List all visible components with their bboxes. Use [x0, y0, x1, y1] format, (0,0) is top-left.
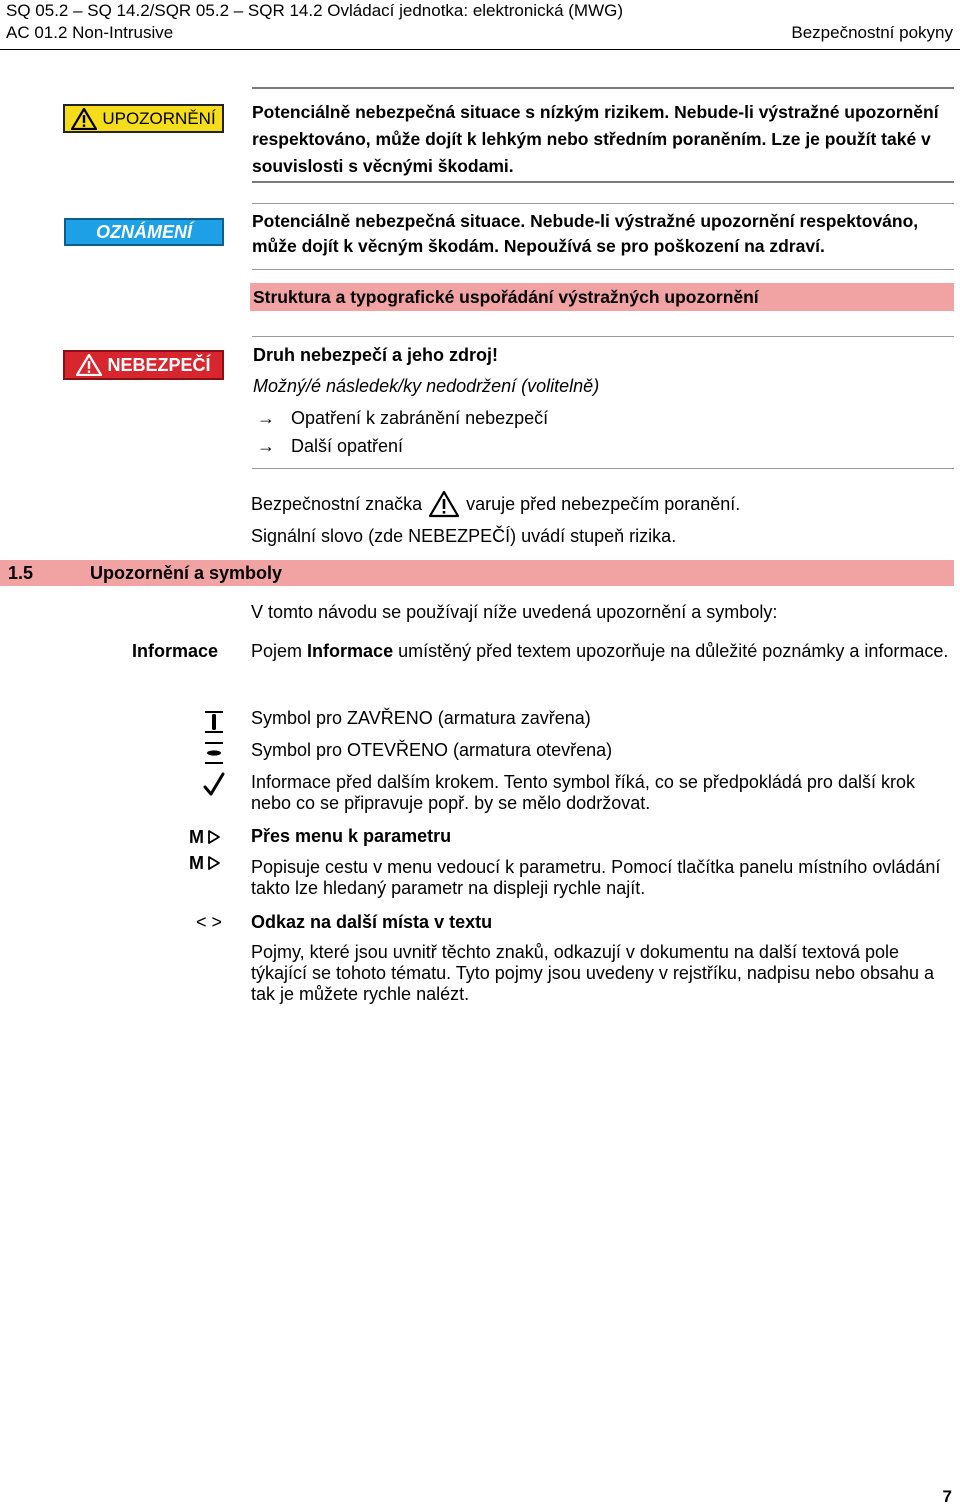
check-text: Informace před dalším krokem. Tento symbol říká, co se předpokládá pro další krok nebo co se připravuje popř. by se mělo dodržovat. [251, 772, 915, 813]
info-text-before: Pojem [251, 641, 303, 661]
page-number: 7 [942, 1487, 952, 1506]
menu-text: Popisuje cestu v menu vedoucí k parametru. Pomocí tlačítka panelu místního ovládání takto lze hledaný parametr na displeji rychle najít. [251, 857, 941, 898]
structure-heading: Struktura a typografické uspořádání výstražných upozornění [253, 287, 759, 307]
warning-badge-label: UPOZORNĚNÍ [102, 108, 216, 128]
valve-closed-icon [203, 710, 225, 734]
header-subtitle: AC 01.2 Non-Intrusive [6, 23, 174, 42]
divider [252, 203, 954, 204]
danger-badge [63, 350, 224, 380]
measure-item [257, 434, 403, 458]
reference-text: Pojmy, které jsou uvnitř těchto znaků, odkazují v dokumentu na další textová pole týkající se tohoto tématu. Tyto pojmy jsou uvedeny v rejstříku, nadpisu nebo obsahu a tak je můžete rychle nalézt. [251, 942, 935, 1004]
danger-triangle-icon [76, 354, 102, 376]
warning-text: Potenciálně nebezpečná situace s nízkým rizikem. Nebude-li výstražné upozornění respektováno, může dojít k lehkým nebo středním poraněním. Lze je použít také v souvislosti s věcnými škodami. [252, 102, 939, 176]
section-number: 1.5 [8, 563, 34, 583]
measure-label: Opatření k zabránění nebezpečí [291, 408, 549, 428]
symbol-line-before: Bezpečnostní značka [251, 494, 423, 514]
divider [252, 87, 954, 89]
open-text: Symbol pro OTEVŘENO (armatura otevřena) [251, 740, 613, 760]
warning-badge [63, 104, 224, 133]
header-section: Bezpečnostní pokyny [791, 23, 953, 42]
symbol-line-after: varuje před nebezpečím poranění. [466, 494, 741, 514]
menu-icon [189, 826, 221, 848]
menu-heading: Přes menu k parametru [251, 826, 452, 846]
warning-triangle-icon [428, 490, 460, 518]
valve-open-icon [203, 741, 225, 765]
info-label: Informace [132, 641, 219, 661]
menu-letter: M [189, 827, 204, 847]
reference-heading: Odkaz na další místa v textu [251, 912, 493, 932]
notice-badge-label: OZNÁMENÍ [96, 221, 192, 242]
divider [252, 468, 954, 469]
symbol-line [251, 490, 740, 518]
notice-text: Potenciálně nebezpečná situace. Nebude-li výstražné upozornění respektováno, může dojít k věcným škodám. Nepoužívá se pro poškození na zdraví. [252, 211, 919, 256]
warning-triangle-icon [71, 108, 97, 130]
measure-item [257, 406, 548, 430]
measure-label: Další opatření [291, 436, 404, 456]
divider [252, 336, 954, 337]
signal-line: Signální slovo (zde NEBEZPEČÍ) uvádí stupeň rizika. [251, 526, 677, 546]
consequence-line: Možný/é následek/ky nedodržení (volitelně) [253, 376, 600, 396]
menu-letter: M [189, 853, 204, 873]
divider [252, 181, 954, 183]
arrow-icon: → [257, 408, 275, 428]
arrow-icon: → [257, 436, 275, 456]
divider [252, 269, 954, 270]
hazard-line: Druh nebezpečí a jeho zdroj! [253, 345, 499, 365]
info-text [251, 638, 954, 665]
checkmark-icon [203, 772, 225, 798]
section-intro: V tomto návodu se používají níže uvedená upozornění a symboly: [251, 602, 778, 622]
header-rule [0, 49, 960, 50]
closed-text: Symbol pro ZAVŘENO (armatura zavřena) [251, 708, 591, 728]
header-title: SQ 05.2 – SQ 14.2/SQR 05.2 – SQR 14.2 Ovládací jednotka: elektronická (MWG) [6, 1, 624, 20]
menu-icon [189, 852, 221, 874]
info-text-after: umístěný před textem upozorňuje na důležité poznámky a informace. [398, 641, 949, 661]
play-arrow-icon [207, 829, 221, 845]
play-arrow-icon [207, 855, 221, 871]
section-title: Upozornění a symboly [90, 563, 283, 583]
info-text-bold: Informace [307, 641, 394, 661]
danger-badge-label: NEBEZPEČÍ [107, 354, 211, 375]
reference-symbol: < > [196, 912, 223, 932]
notice-badge [64, 218, 224, 246]
